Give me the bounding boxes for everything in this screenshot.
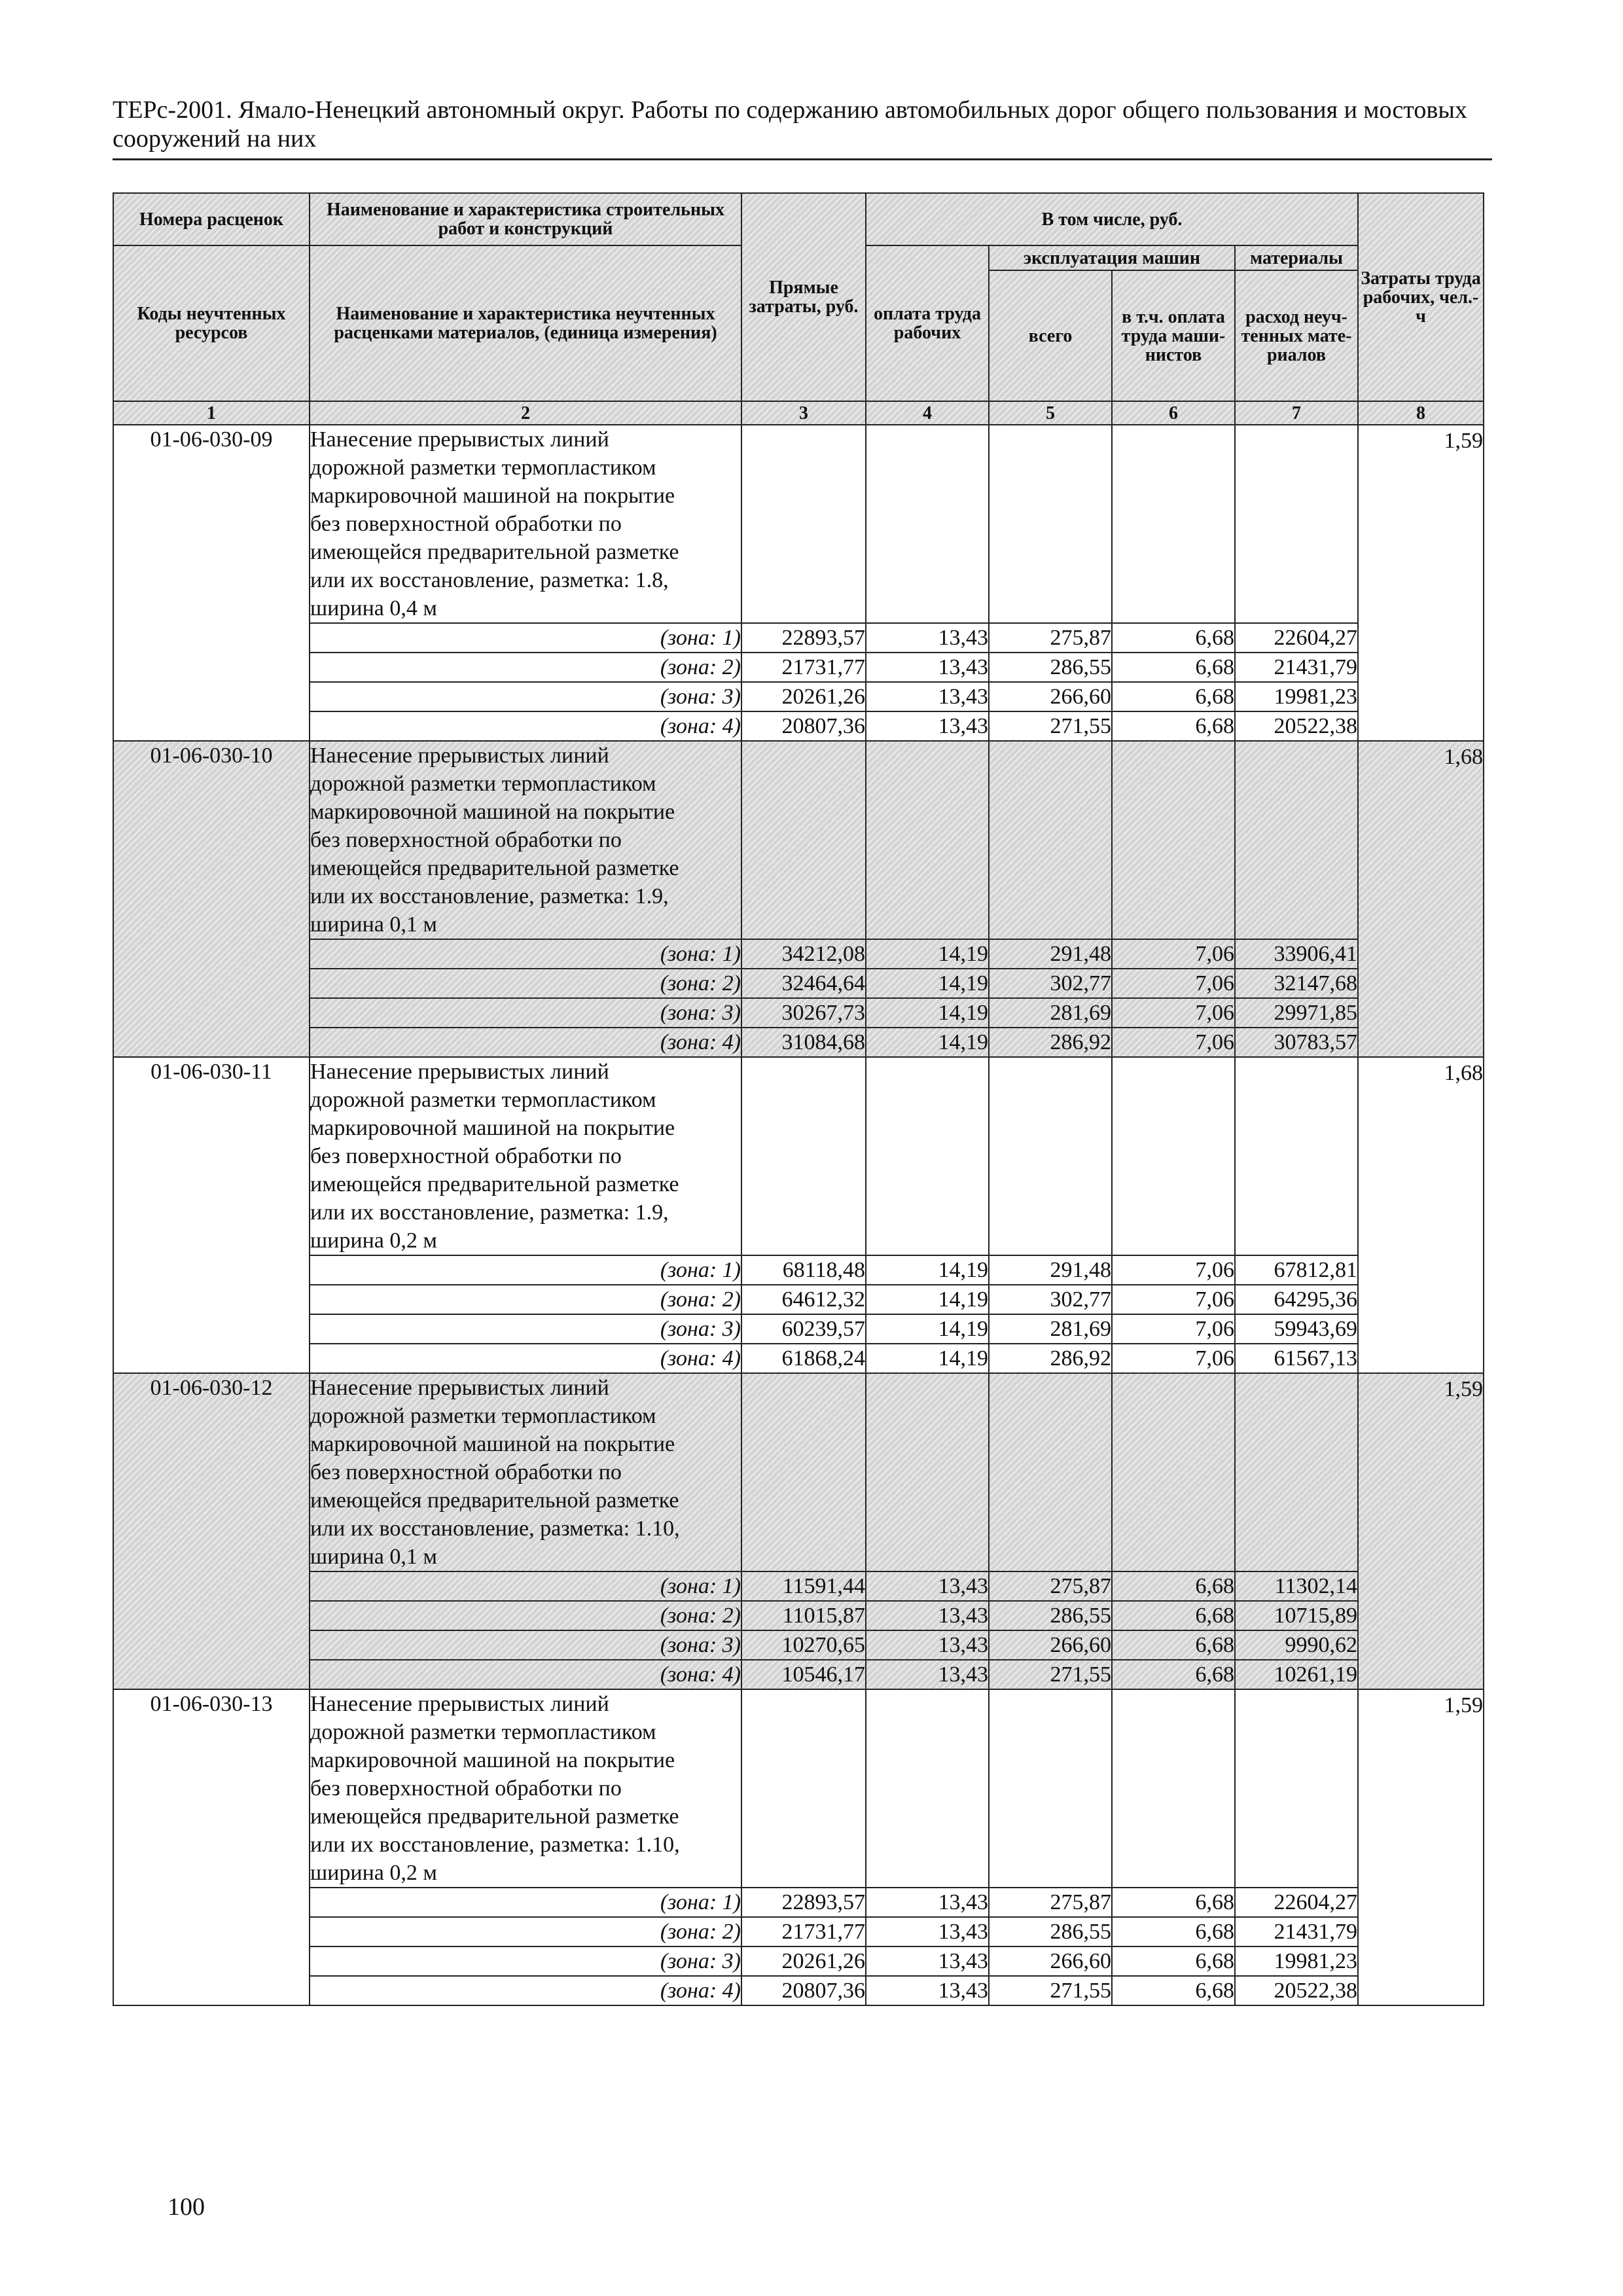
machines-cell: 302,77	[989, 969, 1112, 998]
empty-cell	[1235, 1373, 1358, 1571]
direct-cost-cell: 10546,17	[741, 1660, 866, 1689]
empty-cell	[1235, 741, 1358, 939]
direct-cost-cell: 20261,26	[741, 682, 866, 711]
operators-wages-cell: 6,68	[1112, 1630, 1235, 1660]
direct-cost-cell: 68118,48	[741, 1255, 866, 1285]
machines-cell: 286,55	[989, 1917, 1112, 1946]
direct-cost-cell: 11591,44	[741, 1571, 866, 1601]
materials-cell: 9990,62	[1235, 1630, 1358, 1660]
direct-cost-cell: 22893,57	[741, 623, 866, 653]
labor-cost-cell: 1,68	[1358, 1057, 1484, 1373]
rate-description	[310, 425, 741, 623]
zone-label: (зона: 3)	[310, 1630, 741, 1660]
column-number: 2	[310, 401, 741, 425]
labor-cost-cell: 1,59	[1358, 1689, 1484, 2005]
machines-cell: 275,87	[989, 1571, 1112, 1601]
header-direct-costs: Прямые затраты, руб.	[741, 193, 866, 401]
empty-cell	[1112, 425, 1235, 623]
operators-wages-cell: 6,68	[1112, 711, 1235, 741]
empty-cell	[1112, 1689, 1235, 1888]
empty-cell	[989, 1373, 1112, 1571]
zone-label: (зона: 4)	[310, 1976, 741, 2005]
header-machines: эксплуатация машин	[989, 245, 1235, 270]
operators-wages-cell: 7,06	[1112, 1344, 1235, 1373]
direct-cost-cell: 60239,57	[741, 1314, 866, 1344]
rate-code: 01-06-030-10	[113, 741, 310, 1057]
zone-label: (зона: 3)	[310, 998, 741, 1028]
empty-cell	[866, 1689, 989, 1888]
column-number: 4	[866, 401, 989, 425]
operators-wages-cell: 6,68	[1112, 1917, 1235, 1946]
operators-wages-cell: 7,06	[1112, 1285, 1235, 1314]
column-number: 7	[1235, 401, 1358, 425]
operators-wages-cell: 7,06	[1112, 939, 1235, 969]
operators-wages-cell: 7,06	[1112, 1314, 1235, 1344]
column-number: 1	[113, 401, 310, 425]
materials-cell: 20522,38	[1235, 711, 1358, 741]
zone-label: (зона: 2)	[310, 1917, 741, 1946]
rate-description-text: Нанесение прерывистых линий дорожной разметки термопластиком маркировочной машиной на покрытие без поверхностной обработки по имеющейся предварительной разметке или их восстановление, разметка: 1.9, ширина 0,2 м	[310, 1060, 679, 1253]
zone-row	[113, 1976, 1484, 2005]
machines-cell: 286,92	[989, 1028, 1112, 1057]
wages-cell: 13,43	[866, 1571, 989, 1601]
zone-row	[113, 1917, 1484, 1946]
zone-row	[113, 1028, 1484, 1057]
operators-wages-cell: 6,68	[1112, 1888, 1235, 1917]
machines-cell: 266,60	[989, 1630, 1112, 1660]
column-number: 5	[989, 401, 1112, 425]
direct-cost-cell: 22893,57	[741, 1888, 866, 1917]
zone-label: (зона: 3)	[310, 1946, 741, 1976]
wages-cell: 13,43	[866, 1888, 989, 1917]
table-row	[113, 741, 1484, 939]
zone-label: (зона: 4)	[310, 1660, 741, 1689]
machines-cell: 271,55	[989, 711, 1112, 741]
table-row	[113, 1689, 1484, 1888]
direct-cost-cell: 32464,64	[741, 969, 866, 998]
materials-cell: 30783,57	[1235, 1028, 1358, 1057]
wages-cell: 14,19	[866, 969, 989, 998]
machines-cell: 286,55	[989, 1601, 1112, 1630]
materials-cell: 29971,85	[1235, 998, 1358, 1028]
header-unaccounted-materials: расход неуч-тенных мате-риалов	[1235, 270, 1358, 401]
zone-row	[113, 653, 1484, 682]
header-rate-numbers: Номера расценок	[113, 193, 310, 245]
wages-cell: 13,43	[866, 682, 989, 711]
machines-cell: 291,48	[989, 1255, 1112, 1285]
materials-cell: 22604,27	[1235, 1888, 1358, 1917]
empty-cell	[741, 425, 866, 623]
machines-cell: 275,87	[989, 623, 1112, 653]
empty-cell	[1112, 1057, 1235, 1255]
operators-wages-cell: 6,68	[1112, 682, 1235, 711]
zone-label: (зона: 1)	[310, 623, 741, 653]
header-operators-wages: в т.ч. оплата труда маши-нистов	[1112, 270, 1235, 401]
zone-label: (зона: 3)	[310, 1314, 741, 1344]
table-body	[113, 425, 1484, 2005]
materials-cell: 33906,41	[1235, 939, 1358, 969]
machines-cell: 266,60	[989, 682, 1112, 711]
machines-cell: 281,69	[989, 998, 1112, 1028]
materials-cell: 19981,23	[1235, 682, 1358, 711]
operators-wages-cell: 6,68	[1112, 1571, 1235, 1601]
zone-label: (зона: 1)	[310, 1255, 741, 1285]
rate-description	[310, 1689, 741, 1888]
rate-description-text: Нанесение прерывистых линий дорожной разметки термопластиком маркировочной машиной на покрытие без поверхностной обработки по имеющейся предварительной разметке или их восстановление, разметка: 1.10, ширина 0,1 м	[310, 1376, 680, 1569]
column-number-row	[113, 401, 1484, 425]
direct-cost-cell: 11015,87	[741, 1601, 866, 1630]
materials-cell: 21431,79	[1235, 1917, 1358, 1946]
wages-cell: 13,43	[866, 1946, 989, 1976]
zone-row	[113, 1255, 1484, 1285]
materials-cell: 59943,69	[1235, 1314, 1358, 1344]
materials-cell: 19981,23	[1235, 1946, 1358, 1976]
materials-cell: 21431,79	[1235, 653, 1358, 682]
operators-wages-cell: 7,06	[1112, 1255, 1235, 1285]
column-number: 3	[741, 401, 866, 425]
zone-row	[113, 1344, 1484, 1373]
machines-cell: 271,55	[989, 1660, 1112, 1689]
direct-cost-cell: 20261,26	[741, 1946, 866, 1976]
wages-cell: 13,43	[866, 711, 989, 741]
wages-cell: 14,19	[866, 1285, 989, 1314]
rate-description-text: Нанесение прерывистых линий дорожной разметки термопластиком маркировочной машиной на покрытие без поверхностной обработки по имеющейся предварительной разметке или их восстановление, разметка: 1.9, ширина 0,1 м	[310, 744, 679, 937]
empty-cell	[1235, 1689, 1358, 1888]
zone-row	[113, 1571, 1484, 1601]
rate-code: 01-06-030-12	[113, 1373, 310, 1689]
zone-label: (зона: 1)	[310, 1571, 741, 1601]
direct-cost-cell: 30267,73	[741, 998, 866, 1028]
empty-cell	[989, 741, 1112, 939]
rate-description	[310, 1373, 741, 1571]
column-number: 8	[1358, 401, 1484, 425]
zone-row	[113, 939, 1484, 969]
machines-cell: 266,60	[989, 1946, 1112, 1976]
direct-cost-cell: 34212,08	[741, 939, 866, 969]
direct-cost-cell: 21731,77	[741, 653, 866, 682]
empty-cell	[741, 741, 866, 939]
rate-code: 01-06-030-09	[113, 425, 310, 741]
operators-wages-cell: 6,68	[1112, 1660, 1235, 1689]
empty-cell	[741, 1373, 866, 1571]
wages-cell: 13,43	[866, 653, 989, 682]
header-work-name: Наименование и характеристика строительных работ и конструкций	[310, 193, 741, 245]
zone-label: (зона: 2)	[310, 1601, 741, 1630]
empty-cell	[1235, 425, 1358, 623]
direct-cost-cell: 20807,36	[741, 1976, 866, 2005]
wages-cell: 14,19	[866, 998, 989, 1028]
empty-cell	[866, 1057, 989, 1255]
operators-wages-cell: 7,06	[1112, 998, 1235, 1028]
direct-cost-cell: 61868,24	[741, 1344, 866, 1373]
wages-cell: 13,43	[866, 1976, 989, 2005]
machines-cell: 281,69	[989, 1314, 1112, 1344]
zone-label: (зона: 2)	[310, 969, 741, 998]
machines-cell: 286,55	[989, 653, 1112, 682]
wages-cell: 14,19	[866, 1255, 989, 1285]
empty-cell	[866, 741, 989, 939]
table-header	[113, 193, 1484, 425]
zone-row	[113, 711, 1484, 741]
zone-row	[113, 998, 1484, 1028]
empty-cell	[989, 1057, 1112, 1255]
empty-cell	[1235, 1057, 1358, 1255]
header-machines-total: всего	[989, 270, 1112, 401]
wages-cell: 13,43	[866, 623, 989, 653]
empty-cell	[989, 425, 1112, 623]
wages-cell: 13,43	[866, 1630, 989, 1660]
direct-cost-cell: 21731,77	[741, 1917, 866, 1946]
zone-label: (зона: 4)	[310, 1344, 741, 1373]
page-number: 100	[168, 2193, 205, 2221]
header-wages: оплата труда рабочих	[866, 245, 989, 401]
table-row	[113, 1373, 1484, 1571]
direct-cost-cell: 10270,65	[741, 1630, 866, 1660]
rate-description	[310, 1057, 741, 1255]
machines-cell: 275,87	[989, 1888, 1112, 1917]
machines-cell: 286,92	[989, 1344, 1112, 1373]
zone-row	[113, 1660, 1484, 1689]
rate-description-text: Нанесение прерывистых линий дорожной разметки термопластиком маркировочной машиной на покрытие без поверхностной обработки по имеющейся предварительной разметке или их восстановление, разметка: 1.10, ширина 0,2 м	[310, 1692, 680, 1885]
wages-cell: 13,43	[866, 1660, 989, 1689]
materials-cell: 10261,19	[1235, 1660, 1358, 1689]
zone-row	[113, 1285, 1484, 1314]
wages-cell: 14,19	[866, 939, 989, 969]
wages-cell: 13,43	[866, 1601, 989, 1630]
zone-label: (зона: 4)	[310, 1028, 741, 1057]
direct-cost-cell: 31084,68	[741, 1028, 866, 1057]
materials-cell: 61567,13	[1235, 1344, 1358, 1373]
operators-wages-cell: 6,68	[1112, 1601, 1235, 1630]
rate-description-text: Нанесение прерывистых линий дорожной разметки термопластиком маркировочной машиной на покрытие без поверхностной обработки по имеющейся предварительной разметке или их восстановление, разметка: 1.8, ширина 0,4 м	[310, 427, 679, 620]
materials-cell: 67812,81	[1235, 1255, 1358, 1285]
title-underline	[113, 158, 1492, 160]
empty-cell	[741, 1689, 866, 1888]
empty-cell	[1112, 1373, 1235, 1571]
rate-description	[310, 741, 741, 939]
column-number: 6	[1112, 401, 1235, 425]
zone-row	[113, 969, 1484, 998]
zone-row	[113, 1314, 1484, 1344]
labor-cost-cell: 1,68	[1358, 741, 1484, 1057]
direct-cost-cell: 64612,32	[741, 1285, 866, 1314]
operators-wages-cell: 6,68	[1112, 1976, 1235, 2005]
zone-label: (зона: 2)	[310, 1285, 741, 1314]
materials-cell: 10715,89	[1235, 1601, 1358, 1630]
wages-cell: 14,19	[866, 1028, 989, 1057]
empty-cell	[741, 1057, 866, 1255]
labor-cost-cell: 1,59	[1358, 1373, 1484, 1689]
empty-cell	[1112, 741, 1235, 939]
operators-wages-cell: 6,68	[1112, 653, 1235, 682]
zone-row	[113, 1946, 1484, 1976]
rate-code: 01-06-030-11	[113, 1057, 310, 1373]
table-row	[113, 1057, 1484, 1255]
materials-cell: 64295,36	[1235, 1285, 1358, 1314]
zone-label: (зона: 1)	[310, 939, 741, 969]
rates-table	[113, 192, 1484, 2006]
materials-cell: 20522,38	[1235, 1976, 1358, 2005]
operators-wages-cell: 7,06	[1112, 969, 1235, 998]
rate-code: 01-06-030-13	[113, 1689, 310, 2005]
zone-row	[113, 1630, 1484, 1660]
zone-row	[113, 682, 1484, 711]
operators-wages-cell: 6,68	[1112, 623, 1235, 653]
operators-wages-cell: 7,06	[1112, 1028, 1235, 1057]
materials-cell: 22604,27	[1235, 623, 1358, 653]
header-including-group: В том числе, руб.	[866, 193, 1358, 245]
machines-cell: 291,48	[989, 939, 1112, 969]
header-material-name: Наименование и характеристика неучтенных расценками материалов, (единица измерения)	[310, 245, 741, 401]
empty-cell	[866, 425, 989, 623]
zone-row	[113, 623, 1484, 653]
table-row	[113, 425, 1484, 623]
header-resource-codes: Коды неучтенных ресурсов	[113, 245, 310, 401]
wages-cell: 13,43	[866, 1917, 989, 1946]
zone-label: (зона: 1)	[310, 1888, 741, 1917]
zone-row	[113, 1888, 1484, 1917]
empty-cell	[866, 1373, 989, 1571]
header-materials: материалы	[1235, 245, 1358, 270]
machines-cell: 271,55	[989, 1976, 1112, 2005]
header-labor-costs: Затраты труда рабочих, чел.-ч	[1358, 193, 1484, 401]
zone-row	[113, 1601, 1484, 1630]
labor-cost-cell: 1,59	[1358, 425, 1484, 741]
wages-cell: 14,19	[866, 1314, 989, 1344]
materials-cell: 11302,14	[1235, 1571, 1358, 1601]
operators-wages-cell: 6,68	[1112, 1946, 1235, 1976]
wages-cell: 14,19	[866, 1344, 989, 1373]
zone-label: (зона: 2)	[310, 653, 741, 682]
zone-label: (зона: 3)	[310, 682, 741, 711]
empty-cell	[989, 1689, 1112, 1888]
machines-cell: 302,77	[989, 1285, 1112, 1314]
zone-label: (зона: 4)	[310, 711, 741, 741]
materials-cell: 32147,68	[1235, 969, 1358, 998]
document-title: ТЕРс-2001. Ямало-Ненецкий автономный округ. Работы по содержанию автомобильных дорог общего пользования и мостовых сооружений на них	[113, 96, 1467, 152]
direct-cost-cell: 20807,36	[741, 711, 866, 741]
